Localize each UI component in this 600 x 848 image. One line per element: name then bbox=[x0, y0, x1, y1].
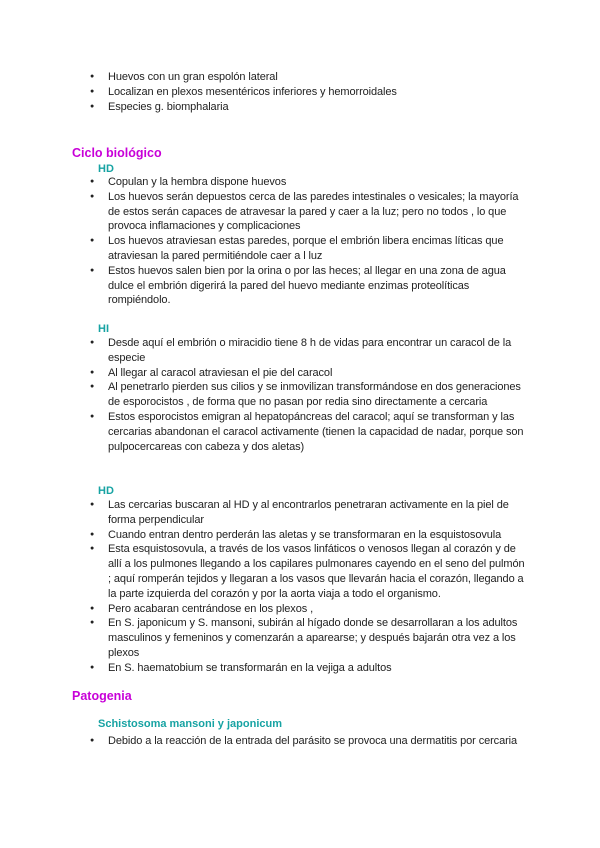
list-item: ● Huevos con un gran espolón lateral bbox=[90, 70, 526, 85]
list-item: ● En S. haematobium se transformarán en la vejiga a adultos bbox=[90, 661, 526, 676]
list-item: ● Los huevos serán depuestos cerca de las paredes intestinales o vesicales; la mayoría de estos serán capaces de atravesar la pared y caer a la luz; pero no todos , lo que provoca inflamaciones y complicaciones bbox=[90, 190, 526, 234]
list-item: ● En S. japonicum y S. mansoni, subirán al hígado donde se desarrollaran a los adultos masculinos y femeninos y comenzarán a aparearse; y después bajarán otra vez a los plexos bbox=[90, 616, 526, 660]
intro-bullet-list bbox=[90, 70, 526, 114]
list-item: ● Pero acabaran centrándose en los plexos , bbox=[90, 602, 526, 617]
patogenia-bullet-list bbox=[90, 734, 526, 749]
list-item: ● Al penetrarlo pierden sus cilios y se inmovilizan transformándose en dos generaciones de esporocistos , de forma que no pasan por redia sino directamente a cercaria bbox=[90, 380, 526, 410]
list-item: ● Estos huevos salen bien por la orina o por las heces; al llegar en una zona de agua dulce el embrión digerirá la pared del huevo mediante enzimas proteolíticas rompiéndolo. bbox=[90, 264, 526, 308]
section-title-patogenia: Patogenia bbox=[72, 689, 132, 703]
list-item: ● Cuando entran dentro perderán las aletas y se transformaran en la esquistosovula bbox=[90, 528, 526, 543]
hd2-bullet-list bbox=[90, 498, 526, 676]
list-item: ● Los huevos atraviesan estas paredes, porque el embrión libera encimas líticas que atraviesan la pared permitiéndole caer a l luz bbox=[90, 234, 526, 264]
hi-bullet-list bbox=[90, 336, 526, 454]
list-item: ● Debido a la reacción de la entrada del parásito se provoca una dermatitis por cercaria bbox=[90, 734, 526, 749]
list-item: ● Esta esquistosovula, a través de los vasos linfáticos o venosos llegan al corazón y de allí a los pulmones llegando a los capilares pulmonares cayendo en el seno del pulmón ; aquí romperán tejidos y llegaran a los vasos que llevarán hacia el corazón, llegando a la parte izquierda del corazón y por la aorta viaja a todo el organismo. bbox=[90, 542, 526, 601]
list-item: ● Al llegar al caracol atraviesan el pie del caracol bbox=[90, 366, 526, 381]
subheading-schistosoma-mansoni-japonicum: Schistosoma mansoni y japonicum bbox=[98, 718, 282, 730]
subheading-hi: HI bbox=[98, 323, 109, 335]
list-item: ● Copulan y la hembra dispone huevos bbox=[90, 175, 526, 190]
list-item: ● Especies g. biomphalaria bbox=[90, 100, 526, 115]
subheading-hd-1: HD bbox=[98, 163, 114, 175]
list-item: ● Las cercarias buscaran al HD y al encontrarlos penetraran activamente en la piel de forma perpendicular bbox=[90, 498, 526, 528]
subheading-hd-2: HD bbox=[98, 485, 114, 497]
list-item: ● Localizan en plexos mesentéricos inferiores y hemorroidales bbox=[90, 85, 526, 100]
list-item: ● Estos esporocistos emigran al hepatopáncreas del caracol; aquí se transforman y las cercarias abandonan el caracol activamente (tienen la capacidad de nadar, porque son pulpocercareas con cabeza y dos aletas) bbox=[90, 410, 526, 454]
list-item: ● Desde aquí el embrión o miracidio tiene 8 h de vidas para encontrar un caracol de la especie bbox=[90, 336, 526, 366]
section-title-ciclo-biologico: Ciclo biológico bbox=[72, 146, 162, 160]
hd1-bullet-list bbox=[90, 175, 526, 308]
